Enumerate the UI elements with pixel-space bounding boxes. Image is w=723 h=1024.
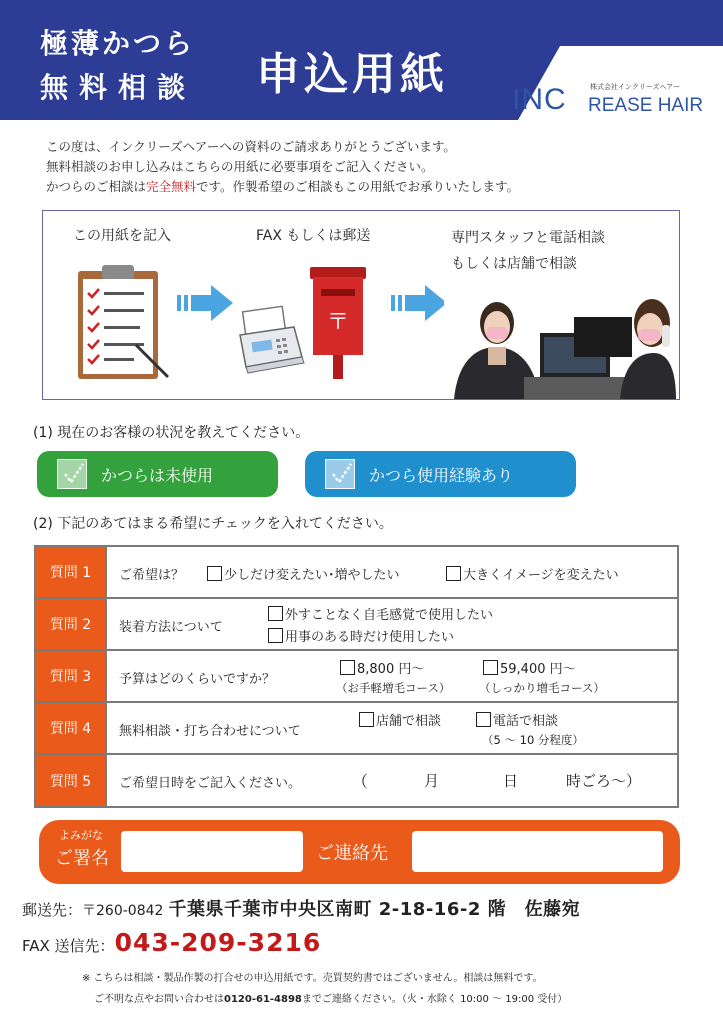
step-fill-form: この用紙を記入 bbox=[73, 228, 171, 244]
option-change-a-little[interactable] bbox=[207, 564, 400, 583]
step-consult bbox=[451, 225, 605, 277]
furigana-label: よみがな bbox=[59, 829, 103, 842]
logo-rease-hair: REASE HAIR bbox=[588, 95, 704, 116]
choice-wig-unused-button[interactable] bbox=[37, 451, 278, 497]
process-panel bbox=[42, 210, 680, 400]
intro-line1: この度は、インクリーズヘアーへの資料のご請求ありがとうございます。 bbox=[46, 139, 456, 154]
question2-heading: (2) 下記のあてはまる希望にチェックを入れてください。 bbox=[33, 516, 393, 532]
option-label: 用事のある時だけ使用したい bbox=[285, 630, 455, 645]
clipboard-icon bbox=[76, 265, 171, 383]
name-label: ご署名 bbox=[55, 848, 109, 869]
option-label: 電話で相談 bbox=[493, 714, 559, 729]
intro-line3 bbox=[46, 177, 686, 197]
footnote-disclaimer: ※ こちらは相談・製品作製の打合せの申込用紙です。売買契約書ではございません。相談は無料です。 bbox=[82, 973, 543, 984]
title-line1: 極薄かつら bbox=[40, 27, 196, 60]
intro-line3-pre: かつらのご相談は bbox=[46, 179, 147, 194]
option-change-image[interactable] bbox=[446, 564, 619, 583]
mail-address-line bbox=[22, 895, 580, 921]
question-text: 装着方法について bbox=[119, 620, 223, 635]
option-wear-when-needed[interactable] bbox=[268, 626, 454, 645]
free-highlight: 完全無料 bbox=[146, 179, 197, 194]
option-label: 大きくイメージを変えたい bbox=[463, 568, 619, 583]
intro-line2: 無料相談のお申し込みはこちらの用紙に必要事項をご記入ください。 bbox=[46, 159, 434, 174]
date-month-label[interactable]: 月 bbox=[424, 772, 440, 790]
table-row bbox=[36, 547, 677, 599]
checkbox[interactable] bbox=[483, 660, 498, 675]
contact-field[interactable] bbox=[412, 831, 663, 872]
option-phone-consult[interactable] bbox=[476, 710, 558, 729]
checkbox[interactable] bbox=[207, 566, 222, 581]
footnote-contact-pre: ご不明な点やお問い合わせは bbox=[94, 994, 224, 1005]
name-field[interactable] bbox=[121, 831, 303, 872]
mail-address: 千葉県千葉市中央区南町 2-18-16-2 階 佐藤宛 bbox=[168, 899, 581, 920]
step-fax-or-mail: FAX もしくは郵送 bbox=[256, 228, 371, 244]
table-row bbox=[36, 755, 677, 806]
logo-company-name: 株式会社インクリーズヘアー bbox=[590, 83, 681, 91]
arrow-right-icon bbox=[391, 285, 447, 321]
option-note: （しっかり増毛コース） bbox=[479, 681, 605, 695]
option-budget-8800[interactable] bbox=[340, 658, 424, 677]
option-note: （5 ～ 10 分程度） bbox=[482, 733, 584, 747]
step-consult-line2: もしくは店舗で相談 bbox=[451, 256, 577, 272]
option-label: 少しだけ変えたい･増やしたい bbox=[224, 568, 400, 583]
fax-machine-icon bbox=[236, 305, 306, 375]
date-time-label[interactable]: 時ごろ～） bbox=[566, 772, 642, 790]
table-row bbox=[36, 703, 677, 755]
title-line2: 無料相談 bbox=[40, 71, 197, 104]
contact-label: ご連絡先 bbox=[316, 843, 388, 864]
question-text: ご希望日時をご記入ください。 bbox=[119, 776, 302, 791]
page-title: 申込用紙 bbox=[256, 49, 448, 100]
option-label: 店舗で相談 bbox=[376, 714, 442, 729]
choice-wig-used-button[interactable] bbox=[305, 451, 576, 497]
question-text: 予算はどのくらいですか？ bbox=[119, 672, 276, 687]
option-label: 外すことなく自毛感覚で使用したい bbox=[285, 608, 494, 623]
question1-heading: (1) 現在のお客様の状況を教えてください。 bbox=[33, 425, 310, 441]
option-label: 8,800 円～ bbox=[357, 662, 425, 677]
checkbox[interactable] bbox=[476, 712, 491, 727]
signature-bar bbox=[39, 820, 680, 884]
step-consult-line1: 専門スタッフと電話相談 bbox=[451, 230, 605, 246]
table-row bbox=[36, 651, 677, 703]
mail-zip: 〒260-0842 bbox=[82, 903, 164, 919]
date-day-label[interactable]: 日 bbox=[503, 772, 519, 790]
fax-label: FAX 送信先： bbox=[22, 937, 115, 955]
mail-label: 郵送先： bbox=[22, 901, 83, 919]
question-label: 質問 5 bbox=[36, 755, 107, 806]
fax-number: 043-209-3216 bbox=[114, 928, 322, 957]
company-logo bbox=[512, 80, 712, 120]
header bbox=[0, 0, 723, 120]
postbox-mark: 〒 bbox=[326, 310, 350, 335]
choice-wig-unused-label: かつらは未使用 bbox=[101, 465, 214, 485]
table-row bbox=[36, 599, 677, 651]
date-open-paren: （ bbox=[352, 772, 369, 791]
choice-wig-used-label: かつら使用経験あり bbox=[369, 465, 514, 485]
postbox-icon bbox=[307, 267, 369, 379]
contact-phone: 0120-61-4898 bbox=[224, 994, 302, 1005]
staff-photo bbox=[444, 289, 676, 399]
checkbox-icon[interactable] bbox=[57, 459, 87, 489]
question-text: 無料相談・打ち合わせについて bbox=[119, 724, 301, 739]
footnote-contact-post: までご連絡ください。（火・水除く 10:00 ～ 19:00 受付） bbox=[301, 994, 568, 1005]
option-store-consult[interactable] bbox=[359, 710, 441, 729]
intro-line3-post: です。作製希望のご相談もこの用紙でお承りいたします。 bbox=[196, 179, 520, 194]
checkbox[interactable] bbox=[268, 628, 283, 643]
fax-line bbox=[22, 928, 321, 957]
option-label: 59,400 円～ bbox=[500, 662, 576, 677]
checkbox[interactable] bbox=[340, 660, 355, 675]
question-label: 質問 3 bbox=[36, 651, 107, 701]
question-table bbox=[34, 545, 679, 808]
option-note: （お手軽増毛コース） bbox=[336, 681, 451, 695]
checkbox[interactable] bbox=[446, 566, 461, 581]
question-label: 質問 2 bbox=[36, 599, 107, 649]
logo-inc: INC bbox=[512, 83, 567, 116]
question-label: 質問 1 bbox=[36, 547, 107, 597]
arrow-right-icon bbox=[177, 285, 233, 321]
question-label: 質問 4 bbox=[36, 703, 107, 753]
option-budget-59400[interactable] bbox=[483, 658, 576, 677]
footnote-contact bbox=[94, 990, 567, 1005]
checkbox[interactable] bbox=[268, 606, 283, 621]
option-always-wear[interactable] bbox=[268, 604, 493, 623]
intro-text bbox=[46, 137, 686, 197]
question-text: ご希望は？ bbox=[119, 568, 185, 583]
checkbox[interactable] bbox=[359, 712, 374, 727]
checkbox-icon[interactable] bbox=[325, 459, 355, 489]
